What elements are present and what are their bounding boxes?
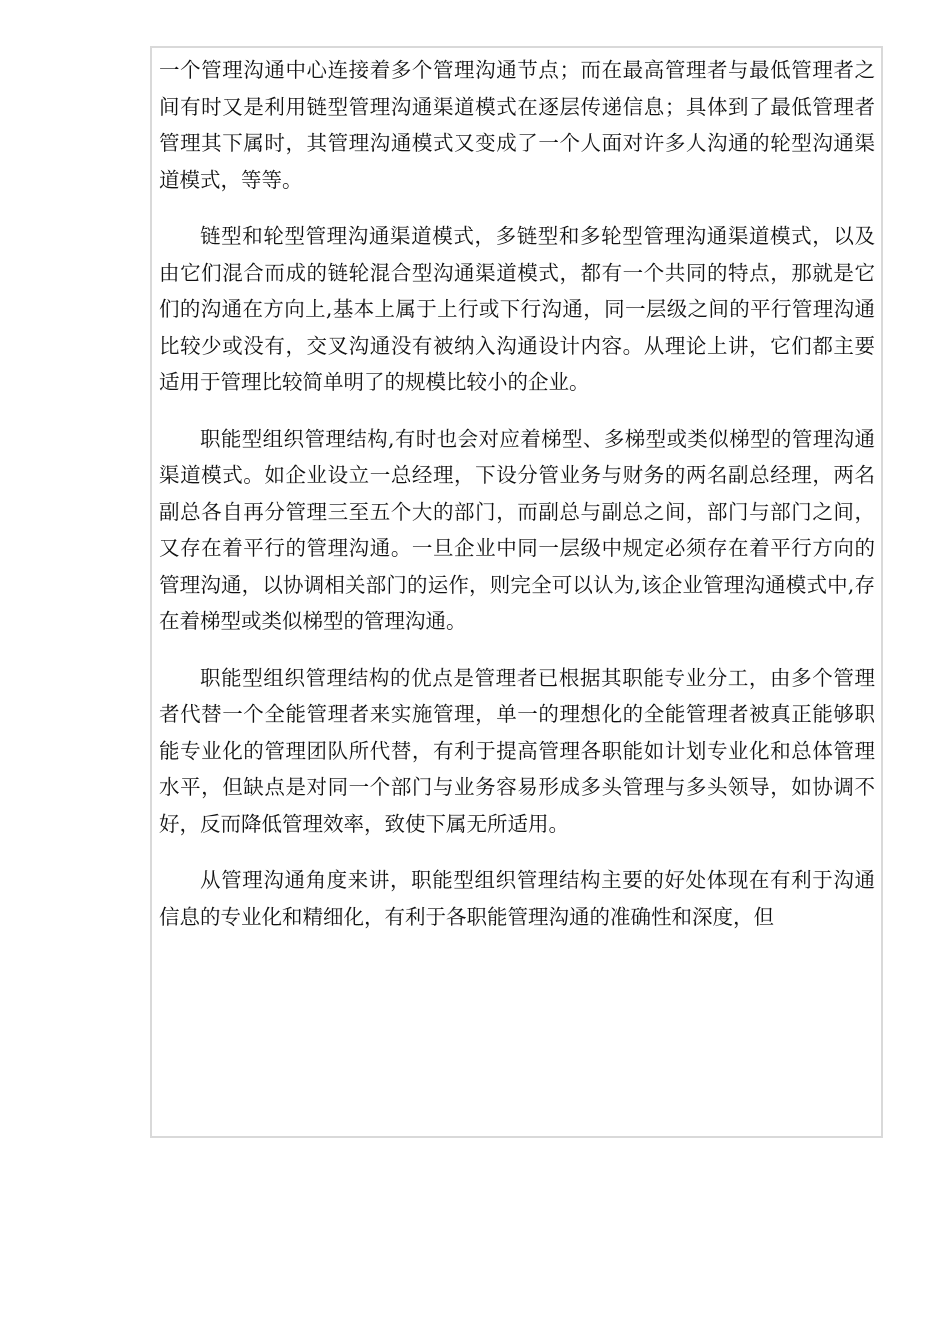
paragraph-5: 从管理沟通角度来讲，职能型组织管理结构主要的好处体现在有利于沟通信息的专业化和精细化，有利于各职能管理沟通的准确性和深度，但 [159, 868, 875, 929]
document-body [159, 52, 875, 955]
paragraph-1: 一个管理沟通中心连接着多个管理沟通节点；而在最高管理者与最低管理者之间有时又是利用链型管理沟通渠道模式在逐层传递信息；具体到了最低管理者管理其下属时，其管理沟通模式又变成了一个人面对许多人沟通的轮型沟通渠道模式，等等。 [159, 58, 875, 192]
paragraph-4: 职能型组织管理结构的优点是管理者已根据其职能专业分工，由多个管理者代替一个全能管理者来实施管理，单一的理想化的全能管理者被真正能够职能专业化的管理团队所代替，有利于提高管理各职能如计划专业化和总体管理水平，但缺点是对同一个部门与业务容易形成多头管理与多头领导，如协调不好，反而降低管理效率，致使下属无所适用。 [159, 665, 875, 836]
paragraph-2: 链型和轮型管理沟通渠道模式，多链型和多轮型管理沟通渠道模式，以及由它们混合而成的链轮混合型沟通渠道模式，都有一个共同的特点，那就是它们的沟通在方向上,基本上属于上行或下行沟通，同一层级之间的平行管理沟通比较少或没有，交叉沟通没有被纳入沟通设计内容。从理论上讲，它们都主要适用于管理比较简单明了的规模比较小的企业。 [159, 224, 875, 394]
paragraph-3: 职能型组织管理结构,有时也会对应着梯型、多梯型或类似梯型的管理沟通渠道模式。如企业设立一总经理，下设分管业务与财务的两名副总经理，两名副总各自再分管理三至五个大的部门，而副总与副总之间，部门与部门之间，又存在着平行的管理沟通。一旦企业中同一层级中规定必须存在着平行方向的管理沟通，以协调相关部门的运作，则完全可以认为,该企业管理沟通模式中,存在着梯型或类似梯型的管理沟通。 [159, 426, 875, 633]
